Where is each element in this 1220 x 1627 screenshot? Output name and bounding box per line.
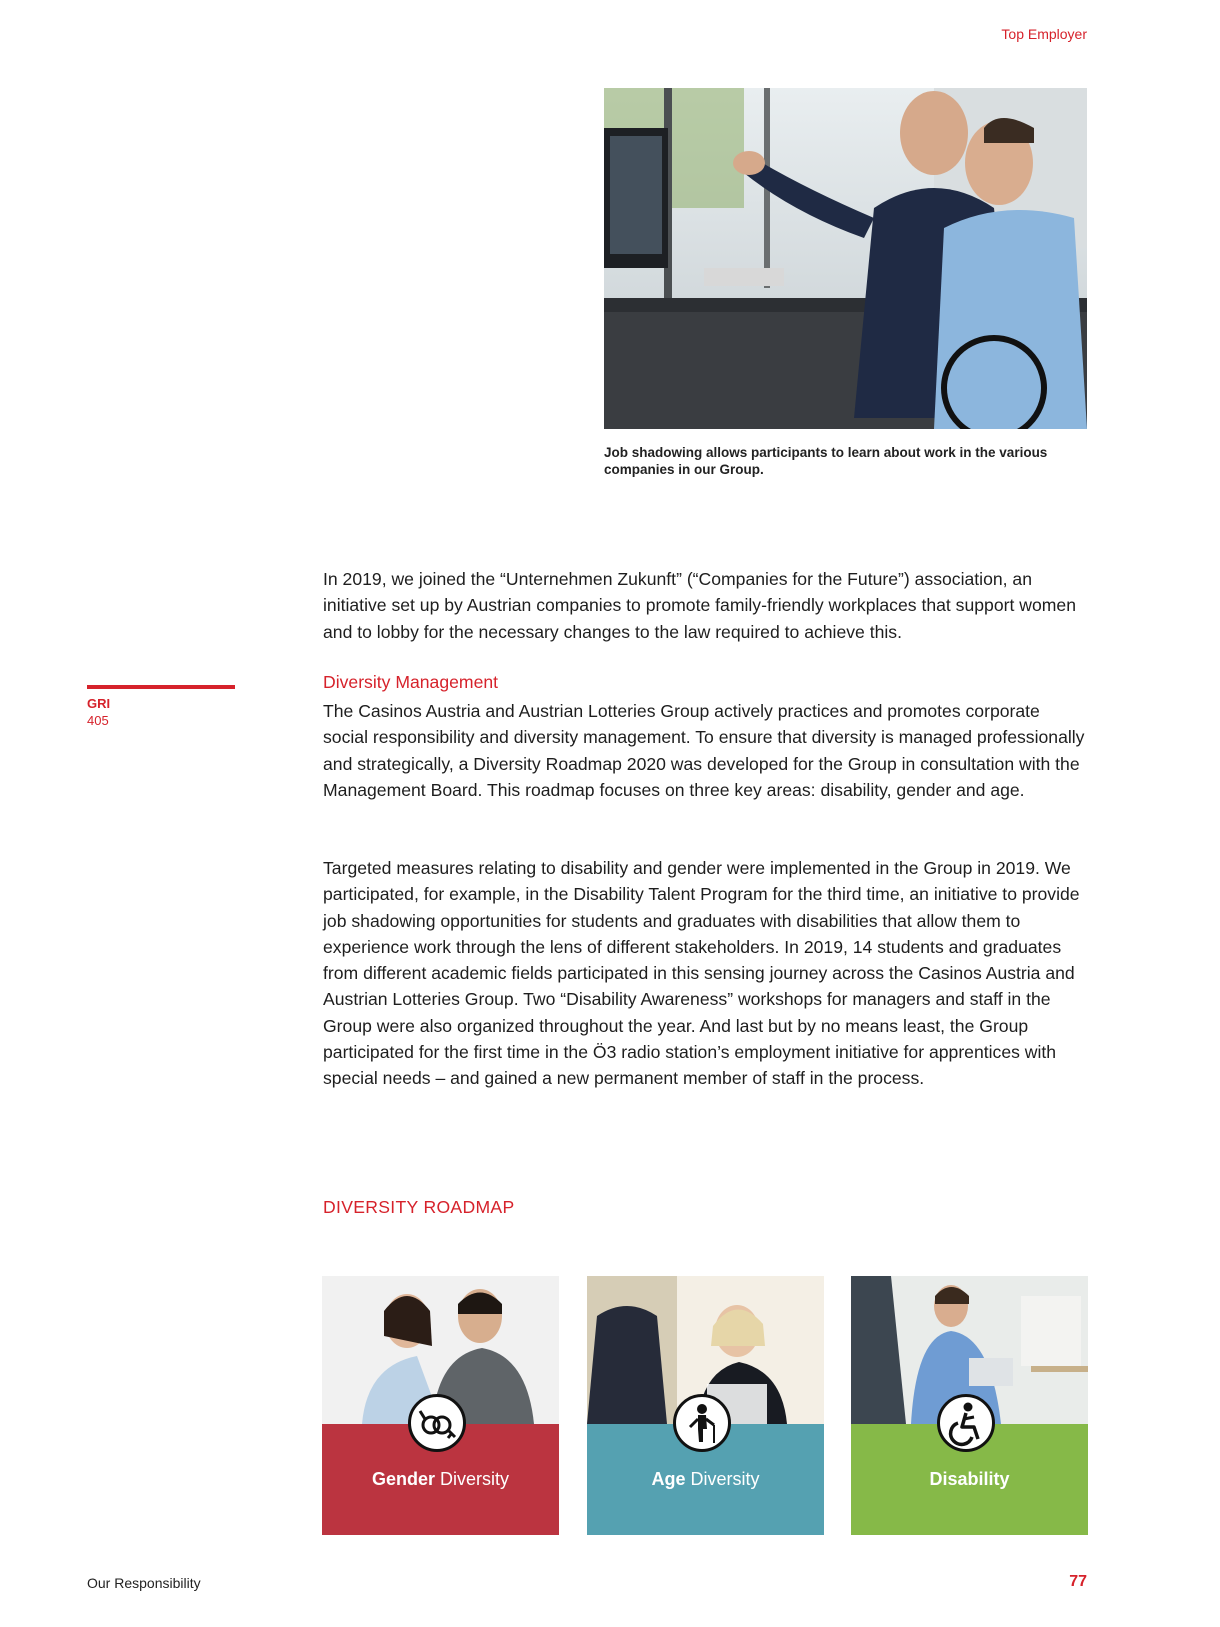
footer-section-name: Our Responsibility <box>87 1575 201 1591</box>
job-shadowing-photo <box>604 88 1087 429</box>
photo-caption: Job shadowing allows participants to learn about work in the various companies in our Group. <box>604 445 1048 477</box>
gender-symbol-icon <box>408 1394 466 1452</box>
intro-paragraph: In 2019, we joined the “Unternehmen Zukunft” (“Companies for the Future”) association, an initiative set up by Austrian companies to promote family-friendly workplaces that support women and to lobby for the necessary changes to the law required to achieve this. <box>323 569 1076 642</box>
roadmap-tile-gender <box>322 1276 559 1535</box>
wheelchair-icon <box>937 1394 995 1452</box>
page-number: 77 <box>1069 1573 1087 1590</box>
gri-number: 405 <box>87 713 109 728</box>
person-with-cane-icon <box>673 1394 731 1452</box>
section-label: Top Employer <box>1001 26 1087 42</box>
roadmap-tile-disability <box>851 1276 1088 1535</box>
roadmap-title: DIVERSITY ROADMAP <box>323 1197 515 1217</box>
diversity-paragraph-1: The Casinos Austria and Austrian Lotteries Group actively practices and promotes corporate social responsibility and diversity management. To ensure that diversity is managed professionally and strategically, a Diversity Roadmap 2020 was developed for the Group in consultation with the Management Board. This roadmap focuses on three key areas: disability, gender and age. <box>323 701 1085 800</box>
diversity-management-heading: Diversity Management <box>323 672 499 692</box>
diversity-paragraph-2: Targeted measures relating to disability and gender were implemented in the Group in 2019. We participated, for example, in the Disability Talent Program for the third time, an initiative to provide job shadowing opportunities for students and graduates with disabilities that allow them to experience work through the lens of different stakeholders. In 2019, 14 students and graduates from different academic fields participated in this sensing journey across the Casinos Austria and Austrian Lotteries Group. Two “Disability Awareness” workshops for managers and staff in the Group were also organized throughout the year. And last but by no means least, the Group participated for the first time in the Ö3 radio station’s employment initiative for apprentices with special needs – and gained a new permanent member of staff in the process. <box>323 858 1080 1089</box>
tile-label: Age Diversity <box>651 1469 760 1489</box>
tile-label: Gender Diversity <box>371 1469 510 1489</box>
gri-label: GRI <box>87 696 111 711</box>
roadmap-tile-age <box>587 1276 824 1535</box>
gri-divider <box>87 685 235 689</box>
tile-label: Disability <box>929 1469 1010 1489</box>
